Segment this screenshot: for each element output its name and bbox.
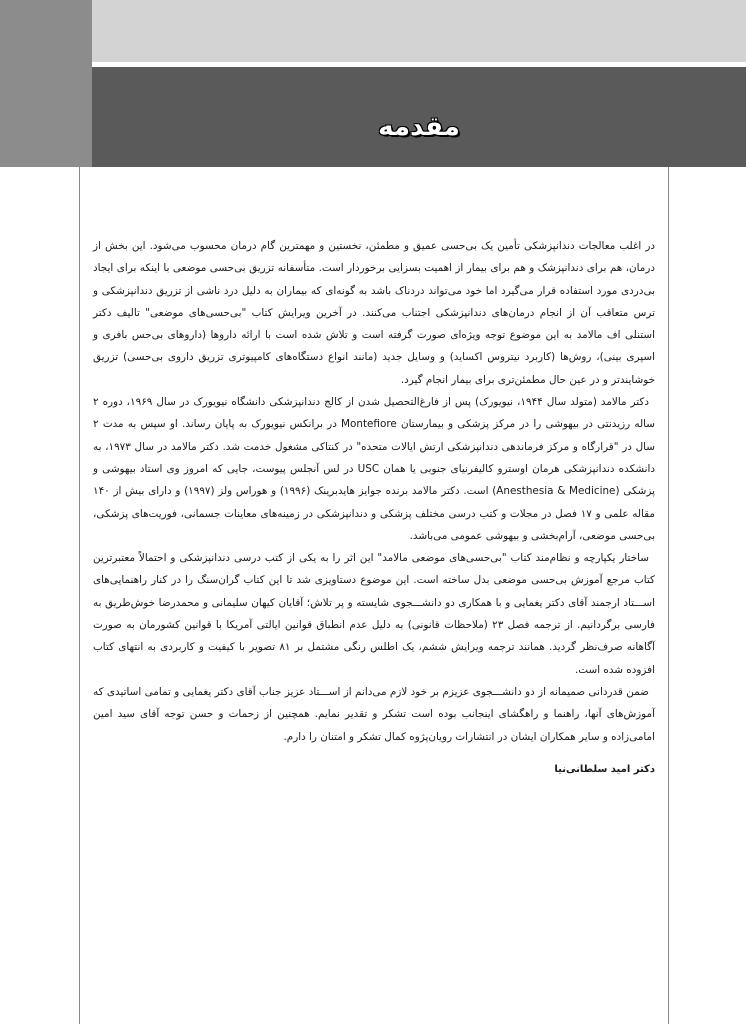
left-accent-strip bbox=[0, 0, 92, 167]
paragraph-author-bio: دکتر مالامد (متولد سال ۱۹۴۴، نیویورک) پس از فارغ‌التحصیل شدن از کالج دندانپزشکی دانشگاه نیویورک در سال ۱۹۶۹، دوره ۲ ساله رزیدنتی در بیهوشی را در مرکز پزشکی و بیمارستان Montefiore در برانکس نیویورک به پایان رساند. او سپس به مدت ۲ سال در "قرارگاه و مرکز فرماندهی دندانپزشکی ارتش ایالات متحده" در کنتاکی مشغول خدمت شد. دکتر مالامد در سال ۱۹۷۳، به دانشکده دندانپزشکی هرمان اوسترو کالیفرنیای جنوبی یا همان USC در لس آنجلس پیوست، جایی که امروز وی استاد بیهوشی و پزشکی (Anesthesia & Medicine) است. دکتر مالامد برنده جوایز هایدبرینک (۱۹۹۶) و هوراس ولز (۱۹۹۷) و دارای بیش از ۱۴۰ مقاله علمی و ۱۷ فصل در مجلات و کتب درسی مختلف پزشکی و دندانپزشکی در زمینه‌های معاینات جسمانی، فوریت‌های پزشکی، بی‌حسی موضعی، آرام‌بخشی و بیهوشی عمومی می‌باشد. bbox=[93, 396, 655, 542]
page-frame-right-rule bbox=[668, 167, 669, 1024]
signature: دکتر امید سلطانی‌نیا bbox=[554, 764, 655, 775]
preface-body bbox=[93, 235, 655, 748]
paragraph-acknowledgements: ضمن قدردانی صمیمانه از دو دانشـــجوی عزیزم بر خود لازم می‌دانم از اســـتاد عزیز جناب آقای دکتر یغمایی و تمامی اساتیدی که آموزش‌های آنها، راهنما و راهگشای اینجانب بوده است تشکر و تقدیر نمایم. همچنین از زحمات و حسن توجه آقای سید امین امامی‌زاده و سایر همکاران ایشان در انتشارات رویان‌پژوه کمال تشکر و امتنان را دارم. bbox=[93, 685, 655, 743]
paragraph-intro: در اغلب معالجات دندانپزشکی تأمین یک بی‌حسی عمیق و مطمئن، نخستین و مهمترین گام درمان محسوب می‌شود. این بخش از درمان، هم برای دندانپزشک و هم برای بیمار از اهمیت بسزایی برخوردار است. متأسفانه تزریق بی‌حسی موضعی با اینکه برای ایجاد بی‌دردی مورد استفاده قرار می‌گیرد اما خود می‌تواند دردناک باشد به گونه‌ای که بیماران به دلیل درد ناشی از تزریق دندانپزشکی و ترس متعاقب آن از انجام درمان‌های دندانپزشکی اجتناب می‌کنند. در آخرین ویرایش کتاب "بی‌حسی‌های موضعی" تالیف دکتر استنلی اف مالامد به این موضوع توجه ویژه‌ای صورت گرفته است و تلاش شده است با ارائه داروها (داروهای بی‌حس بافری و اسپری بینی)، روش‌ها (کاربرد نیتروس اکساید) و وسایل جدید (مانند انواع دستگاه‌های کامپیوتری تزریق داروی بی‌حسی) تزریق خوشایندتر و در عین حال مطمئن‌تری برای بیمار انجام گیرد. bbox=[93, 240, 655, 386]
page-title: مقدمه bbox=[378, 112, 460, 142]
page-frame-left-rule bbox=[79, 167, 80, 1024]
header-top-band bbox=[92, 0, 746, 62]
paragraph-book-structure: ساختار یکپارچه و نظام‌مند کتاب "بی‌حسی‌های موضعی مالامد" این اثر را به یکی از کتب درسی دندانپزشکی و احتمالاً معتبرترین کتاب مرجع آموزش بی‌حسی موضعی بدل ساخته است. این موضوع دستاویزی شد تا این کتاب گران‌سنگ را در کنار راهنمایی‌های اســـتاد ارجمند آقای دکتر یغمایی و با همکاری دو دانشـــجوی شایسته و پر تلاش؛ آقایان کیهان سلیمانی و محمدرضا خوش‌طریق به فارسی برگردانیم. از ترجمه فصل ۲۳ (ملاحظات قانونی) به دلیل عدم انطباق قوانین ایالتی آمریکا با قوانین کشورمان به صورت آگاهانه صرف‌نظر گردید. همانند ترجمه ویرایش ششم، یک اطلس رنگی مشتمل بر ۸۱ تصویر با کیفیت و کاربردی به انتهای کتاب افزوده شده است. bbox=[93, 552, 655, 676]
